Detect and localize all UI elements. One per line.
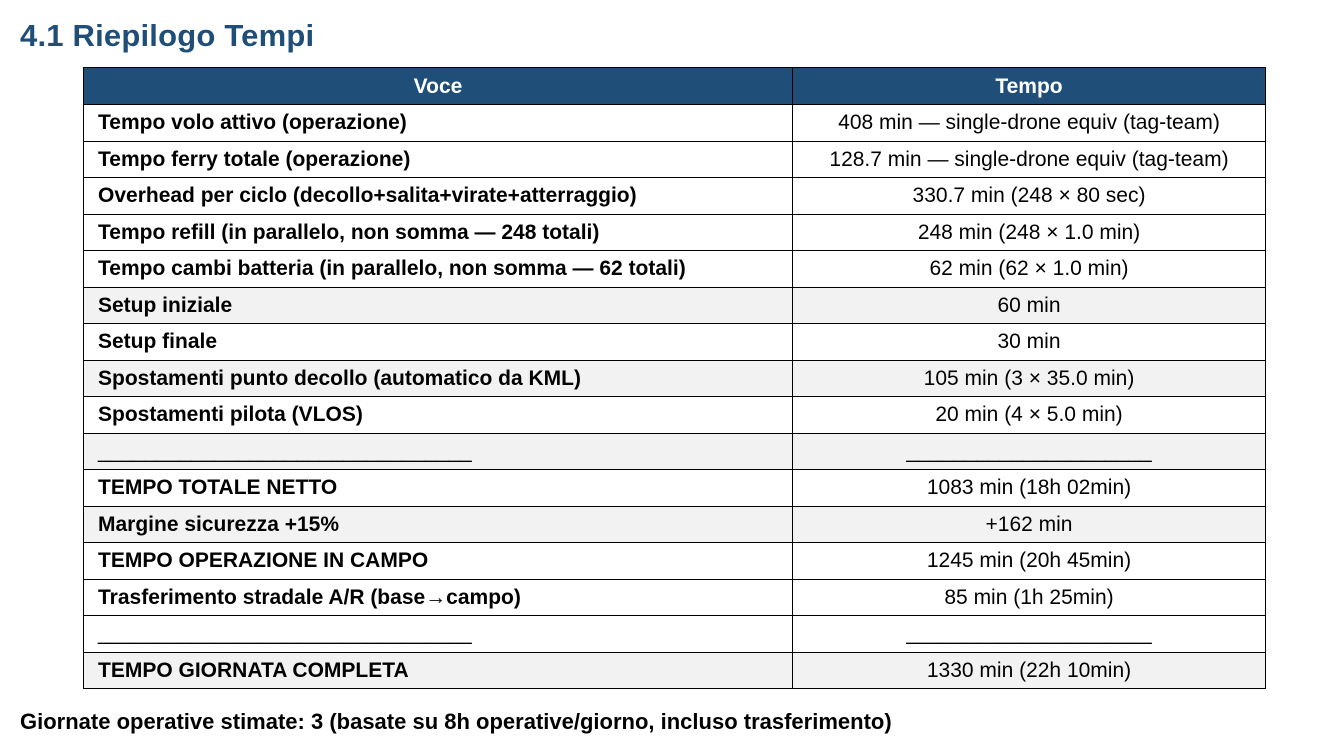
table-row	[84, 506, 1266, 543]
row-value: 1083 min (18h 02min)	[793, 470, 1266, 507]
table-row	[84, 141, 1266, 178]
row-value: 248 min (248 × 1.0 min)	[793, 214, 1266, 251]
table-row	[84, 360, 1266, 397]
table-row	[84, 397, 1266, 434]
row-value: 1245 min (20h 45min)	[793, 543, 1266, 580]
separator-row	[84, 433, 1266, 470]
table-row	[84, 324, 1266, 361]
footer-note: Giornate operative stimate: 3 (basate su 8h operative/giorno, incluso trasferimento)	[20, 709, 892, 734]
row-value: 60 min	[793, 287, 1266, 324]
row-value: 408 min — single-drone equiv (tag-team)	[793, 105, 1266, 142]
row-label: Tempo volo attivo (operazione)	[84, 105, 793, 142]
row-label: Setup iniziale	[84, 287, 793, 324]
row-label: Margine sicurezza +15%	[84, 506, 793, 543]
row-label: Overhead per ciclo (decollo+salita+virate+atterraggio)	[84, 178, 793, 215]
table-row	[84, 579, 1266, 616]
table-row	[84, 178, 1266, 215]
time-summary-table	[83, 67, 1266, 689]
separator-line: ________________________________	[84, 616, 793, 653]
row-value: 330.7 min (248 × 80 sec)	[793, 178, 1266, 215]
table-header-row	[84, 68, 1266, 105]
separator-line: _____________________	[793, 433, 1266, 470]
row-label: Tempo ferry totale (operazione)	[84, 141, 793, 178]
row-value: 62 min (62 × 1.0 min)	[793, 251, 1266, 288]
table-row	[84, 470, 1266, 507]
row-value: 128.7 min — single-drone equiv (tag-team)	[793, 141, 1266, 178]
row-value: +162 min	[793, 506, 1266, 543]
row-value: 30 min	[793, 324, 1266, 361]
row-value: 20 min (4 × 5.0 min)	[793, 397, 1266, 434]
section-title: 4.1 Riepilogo Tempi	[20, 18, 315, 53]
row-value: 85 min (1h 25min)	[793, 579, 1266, 616]
table-row	[84, 214, 1266, 251]
row-value: 1330 min (22h 10min)	[793, 652, 1266, 689]
column-header-voce: Voce	[84, 68, 793, 105]
row-label: Spostamenti pilota (VLOS)	[84, 397, 793, 434]
column-header-tempo: Tempo	[793, 68, 1266, 105]
row-label: TEMPO OPERAZIONE IN CAMPO	[84, 543, 793, 580]
table-row	[84, 287, 1266, 324]
row-label: Tempo refill (in parallelo, non somma — 248 totali)	[84, 214, 793, 251]
row-label: TEMPO GIORNATA COMPLETA	[84, 652, 793, 689]
table-row	[84, 652, 1266, 689]
row-label: TEMPO TOTALE NETTO	[84, 470, 793, 507]
separator-row	[84, 616, 1266, 653]
table-row	[84, 105, 1266, 142]
table-row	[84, 543, 1266, 580]
row-value: 105 min (3 × 35.0 min)	[793, 360, 1266, 397]
separator-line: _____________________	[793, 616, 1266, 653]
row-label: Spostamenti punto decollo (automatico da KML)	[84, 360, 793, 397]
row-label: Trasferimento stradale A/R (base→campo)	[84, 579, 793, 616]
separator-line: ________________________________	[84, 433, 793, 470]
row-label: Setup finale	[84, 324, 793, 361]
row-label: Tempo cambi batteria (in parallelo, non somma — 62 totali)	[84, 251, 793, 288]
table-row	[84, 251, 1266, 288]
